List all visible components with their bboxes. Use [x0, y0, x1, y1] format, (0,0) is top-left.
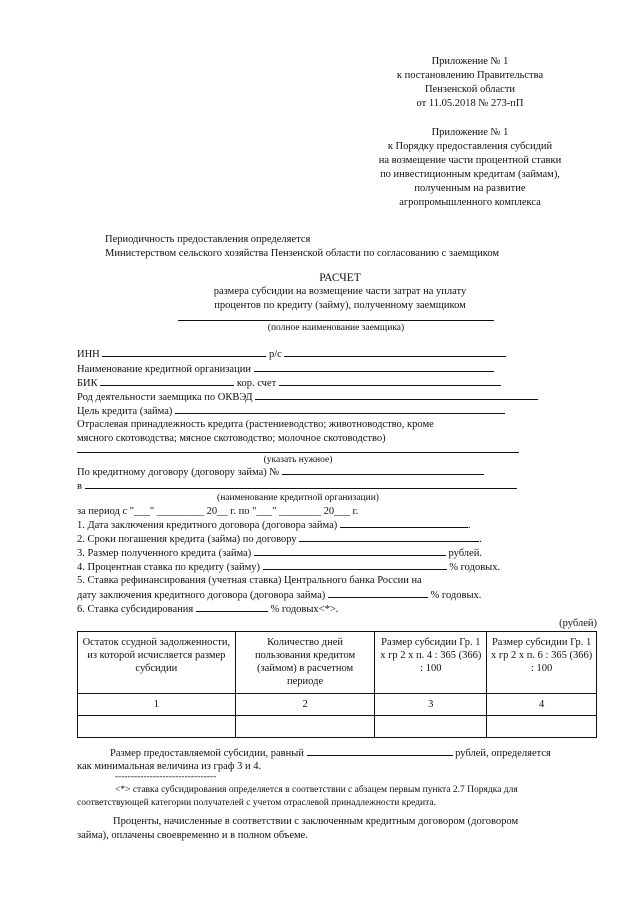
contract-row	[77, 465, 597, 480]
periodicity-line: Министерством сельского хозяйства Пензенской области по согласованию с заемщиком	[105, 248, 500, 259]
table-number-cell: 1	[78, 694, 236, 716]
table-number-cell: 3	[375, 694, 487, 716]
interest-line: Проценты, начисленные в соответствии с заключенным кредитным договором (договором	[113, 816, 519, 827]
purpose-label: Цель кредита (займа)	[77, 406, 173, 417]
appendix-line: к Порядку предоставления субсидий	[387, 141, 553, 152]
purpose-field[interactable]	[175, 404, 505, 414]
table-cell[interactable]	[235, 716, 375, 738]
table-header-row	[78, 632, 597, 694]
item-6-field[interactable]	[196, 602, 268, 612]
subsidy-note: как минимальная величина из граф 3 и 4.	[77, 761, 262, 772]
appendix-line: на возмещение части процентной ставки	[378, 155, 562, 166]
item-3-field[interactable]	[254, 546, 446, 556]
calc-subtitle-line: размера субсидии на возмещение части затрат на уплату	[213, 286, 467, 297]
account-label: р/с	[269, 349, 282, 360]
credit-org-row	[77, 362, 597, 377]
industry-choice-line[interactable]	[77, 452, 519, 453]
table-header-cell: Количество дней пользования кредитом (займом) в расчетном периоде	[235, 632, 375, 694]
table-header-cell: Остаток ссудной задолженности, из которой исчисляется размер субсидии	[78, 632, 236, 694]
inn-label: ИНН	[77, 349, 100, 360]
item-1-row: 1. Дата заключения кредитного договора (договора займа) .	[77, 520, 471, 531]
borrower-caption: (полное наименование заемщика)	[267, 323, 405, 333]
appendix-line: по инвестиционным кредитам (займам),	[380, 169, 560, 180]
inn-row	[77, 347, 597, 362]
subsidy-label: Размер предоставляемой субсидии, равный	[110, 748, 304, 759]
appendix-line: от 11.05.2018 № 273-пП	[416, 98, 524, 109]
contract-label: По кредитному договору (договору займа) №	[77, 467, 280, 478]
period-row: за период с "___" _________ 20__ г. по "___" ________ 20___ г.	[77, 506, 359, 517]
okved-row	[77, 390, 597, 405]
appendix-title: Приложение № 1	[431, 56, 509, 67]
borrower-name-line[interactable]	[178, 320, 494, 321]
credit-org-caption: (наименование кредитной организации)	[217, 493, 379, 503]
calc-subtitle-line: процентов по кредиту (займу), полученному заемщиком	[214, 300, 466, 311]
table-number-cell: 4	[487, 694, 597, 716]
footnote-line: <*> ставка субсидирования определяется в соответствии с абзацем первым пункта 2.7 Порядка для	[115, 785, 518, 795]
subsidy-table	[77, 631, 597, 738]
purpose-row	[77, 404, 597, 419]
footnote-separator: --------------------------------	[115, 772, 217, 782]
table-number-row	[78, 694, 597, 716]
item-4-unit: % годовых.	[449, 562, 501, 573]
bik-row	[77, 376, 597, 391]
corr-account-field[interactable]	[279, 376, 501, 386]
specify-caption: (указать нужное)	[263, 455, 333, 465]
table-header-cell: Размер субсидии Гр. 1 x гр 2 x п. 6 : 365 (366) : 100	[487, 632, 597, 694]
table-cell[interactable]	[487, 716, 597, 738]
account-field[interactable]	[284, 347, 506, 357]
inn-field[interactable]	[102, 347, 266, 357]
table-header-cell: Размер субсидии Гр. 1 x гр 2 x п. 4 : 365 (366) : 100	[375, 632, 487, 694]
industry-line: мясного скотоводства; мясное скотоводство; молочное скотоводство)	[77, 433, 386, 444]
appendix-line: агропромышленного комплекса	[399, 197, 541, 208]
item-3-unit: рублей.	[448, 548, 482, 559]
table-cell[interactable]	[375, 716, 487, 738]
interest-note	[77, 815, 599, 843]
credit-org-label: Наименование кредитной организации	[77, 364, 251, 375]
contract-number-field[interactable]	[282, 465, 484, 475]
item-5-row	[77, 574, 597, 603]
subsidy-field[interactable]	[307, 746, 453, 756]
okved-label: Род деятельности заемщика по ОКВЭД	[77, 392, 253, 403]
appendix-header-1	[345, 55, 595, 111]
item-6-unit: % годовых<*>.	[270, 604, 339, 615]
item-2-field[interactable]	[299, 532, 479, 542]
appendix-header-2	[345, 126, 595, 210]
periodicity-line: Периодичность предоставления определяется	[105, 234, 311, 245]
item-4-label: 4. Процентная ставка по кредиту (займу)	[77, 562, 260, 573]
interest-line: займа), оплачены своевременно и в полном объеме.	[77, 830, 308, 841]
bik-field[interactable]	[100, 376, 234, 386]
credit-org-field[interactable]	[254, 362, 494, 372]
footnote	[77, 784, 599, 809]
item-3-row	[77, 546, 597, 561]
item-5-label: 5. Ставка рефинансирования (учетная ставка) Центрального банка России на	[77, 575, 422, 586]
appendix-line: к постановлению Правительства	[396, 70, 544, 81]
subsidy-row	[110, 746, 600, 761]
item-6-row	[77, 602, 597, 617]
item-2-label: 2. Сроки погашения кредита (займа) по договору	[77, 534, 297, 545]
item-5-label-2: дату заключения кредитного договора (договора займа)	[77, 590, 326, 601]
periodicity-note	[105, 233, 585, 261]
industry-row	[77, 418, 607, 446]
subsidy-label-2: рублей, определяется	[455, 748, 551, 759]
table-unit: (рублей)	[559, 618, 597, 629]
item-2-row: 2. Сроки погашения кредита (займа) по договору .	[77, 534, 482, 545]
footnote-line: соответствующей категории получателей с учетом отраслевой принадлежности кредита.	[77, 797, 436, 808]
table-row	[78, 716, 597, 738]
bik-label: БИК	[77, 378, 98, 389]
item-4-row	[77, 560, 597, 575]
okved-field[interactable]	[255, 390, 538, 400]
item-3-label: 3. Размер полученного кредита (займа)	[77, 548, 252, 559]
appendix-line: полученным на развитие	[414, 183, 526, 194]
calc-title: РАСЧЕТ	[319, 272, 361, 284]
appendix-title: Приложение № 1	[431, 127, 509, 138]
item-5-field[interactable]	[328, 588, 428, 598]
in-label: в	[77, 481, 82, 492]
appendix-line: Пензенской области	[424, 84, 516, 95]
industry-line: Отраслевая принадлежность кредита (растениеводство; животноводство, кроме	[77, 419, 434, 430]
calc-subtitle	[150, 285, 530, 313]
table-cell[interactable]	[78, 716, 236, 738]
bank-field[interactable]	[85, 479, 517, 489]
item-6-label: 6. Ставка субсидирования	[77, 604, 194, 615]
item-1-label: 1. Дата заключения кредитного договора (договора займа)	[77, 520, 338, 531]
corr-account-label: кор. счет	[236, 378, 277, 389]
table-number-cell: 2	[235, 694, 375, 716]
item-1-field[interactable]	[340, 518, 468, 528]
item-4-field[interactable]	[263, 560, 447, 570]
item-5-unit: % годовых.	[430, 590, 482, 601]
